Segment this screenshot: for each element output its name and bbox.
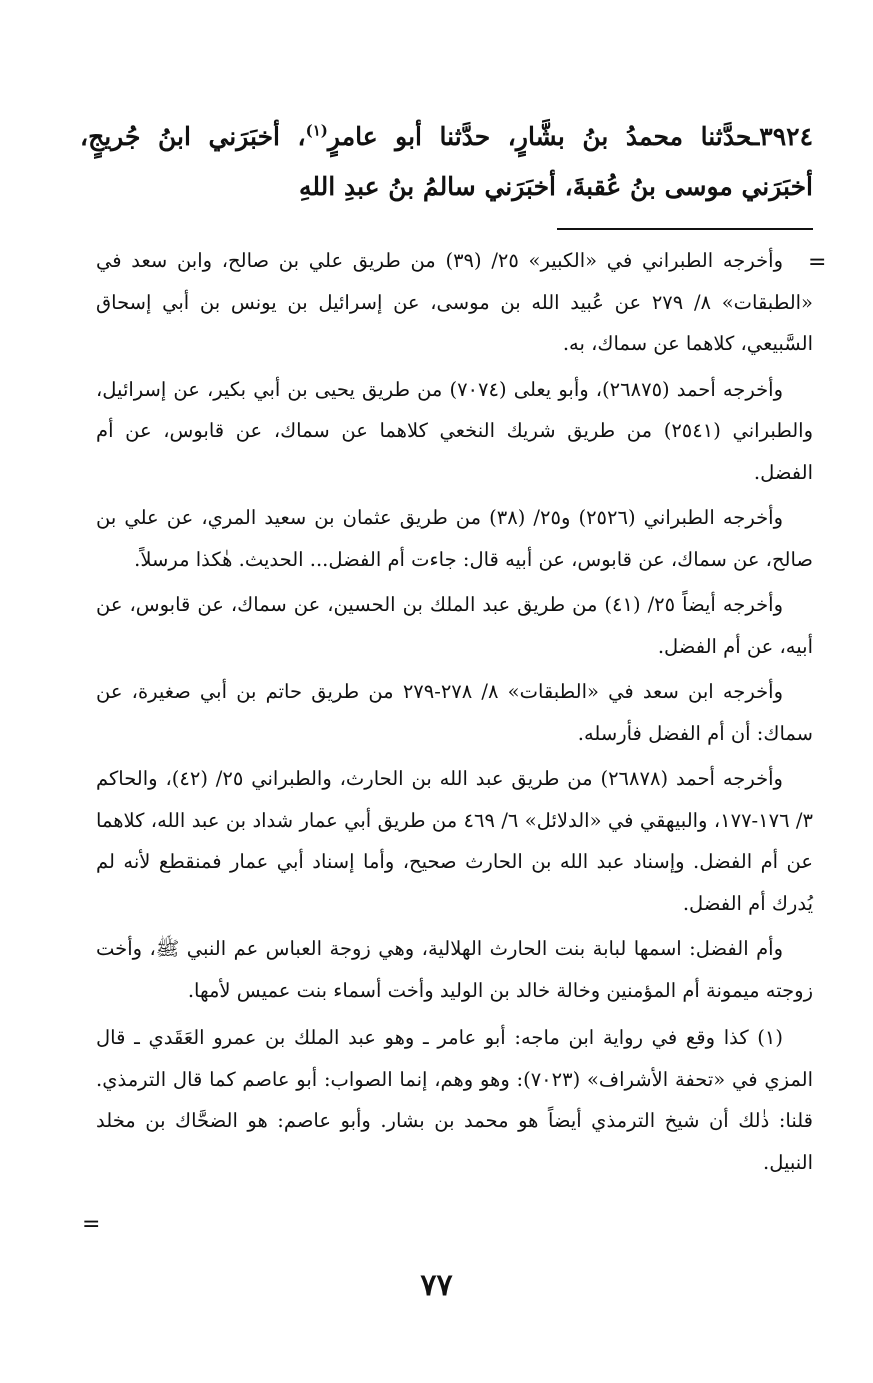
continuation-mark-bottom: = (82, 1212, 101, 1237)
note-paragraph: وأخرجه الطبراني (٢٥٢٦) و٢٥/ (٣٨) من طريق عثمان بن سعيد المري، عن علي بن صالح، عن سماك، عن قابوس، عن أبيه قال: جاءت أم الفضل... الحديث. هٰكذا مرسلاً. (96, 506, 813, 571)
hadith-text-part-1: حدَّثنا محمدُ بنُ بشَّارٍ، حدَّثنا أبو عامرٍ (327, 122, 752, 151)
note-paragraph: وأخرجه أحمد (٢٦٨٧٥)، وأبو يعلى (٧٠٧٤) من طريق يحيى بن أبي بكير، عن إسرائيل، والطبراني (٢٥٤١) من طريق شريك النخعي كلاهما عن سماك، عن قابوس، عن أم الفضل. (96, 377, 813, 484)
hadith-text (80, 112, 813, 212)
footnote-marker[interactable]: (١) (305, 121, 328, 140)
footnote-paragraph: (١) كذا وقع في رواية ابن ماجه: أبو عامر ـ وهو عبد الملك بن عمرو العَقَدي ـ قال المزي في «تحفة الأشراف» (٧٠٢٣): وهو وهم، إنما الصواب: أبو عاصم كما قال الترمذي. قلنا: ذٰلك أن شيخ الترمذي أيضاً هو محمد بن بشار. وأبو عاصم: هو الضحَّاك بن مخلد النبيل. (96, 1026, 813, 1174)
hadith-number: ٣٩٢٤ـ (751, 122, 814, 151)
continuation-mark-top: = (808, 250, 827, 275)
note-paragraph: وأم الفضل: اسمها لبابة بنت الحارث الهلالية، وهي زوجة العباس عم النبي ﷺ، وأخت زوجته ميمونة أم المؤمنين وخالة خالد بن الوليد وأخت أسماء بنت عميس لأمها. (96, 937, 813, 1002)
note-paragraph: وأخرجه الطبراني في «الكبير» ٢٥/ (٣٩) من طريق علي بن صالح، وابن سعد في «الطبقات» ٨/ ٢٧٩ عن عُبيد الله بن موسى، عن إسرائيل بن يونس بن أبي إسحاق السَّبيعي، كلاهما عن سماك، به. (96, 249, 813, 355)
hadith-text-part-2: ، أخبَرَني ابنُ جُريجٍ، أخبَرَني موسى بنُ عُقبةَ، أخبَرَني سالمُ بنُ عبدِ اللهِ (80, 122, 813, 201)
note-paragraph: وأخرجه أيضاً ٢٥/ (٤١) من طريق عبد الملك بن الحسين، عن سماك، عن قابوس، عن أبيه، عن أم الفضل. (96, 593, 813, 658)
note-paragraph: وأخرجه أحمد (٢٦٨٧٨) من طريق عبد الله بن الحارث، والطبراني ٢٥/ (٤٢)، والحاكم ٣/ ١٧٦-١٧٧، والبيهقي في «الدلائل» ٦/ ٤٦٩ من طريق أبي عمار شداد بن عبد الله، كلاهما عن أم الفضل. وإسناد عبد الله بن الحارث صحيح، وأما إسناد أبي عمار فمنقطع لأنه لم يُدرك أم الفضل. (96, 767, 813, 915)
notes-section (96, 240, 813, 1187)
footnote-separator (557, 228, 813, 230)
note-paragraph: وأخرجه ابن سعد في «الطبقات» ٨/ ٢٧٨-٢٧٩ من طريق حاتم بن أبي صغيرة، عن سماك: أن أم الفضل فأرسله. (96, 680, 813, 745)
page-number: ٧٧ (420, 1268, 453, 1303)
